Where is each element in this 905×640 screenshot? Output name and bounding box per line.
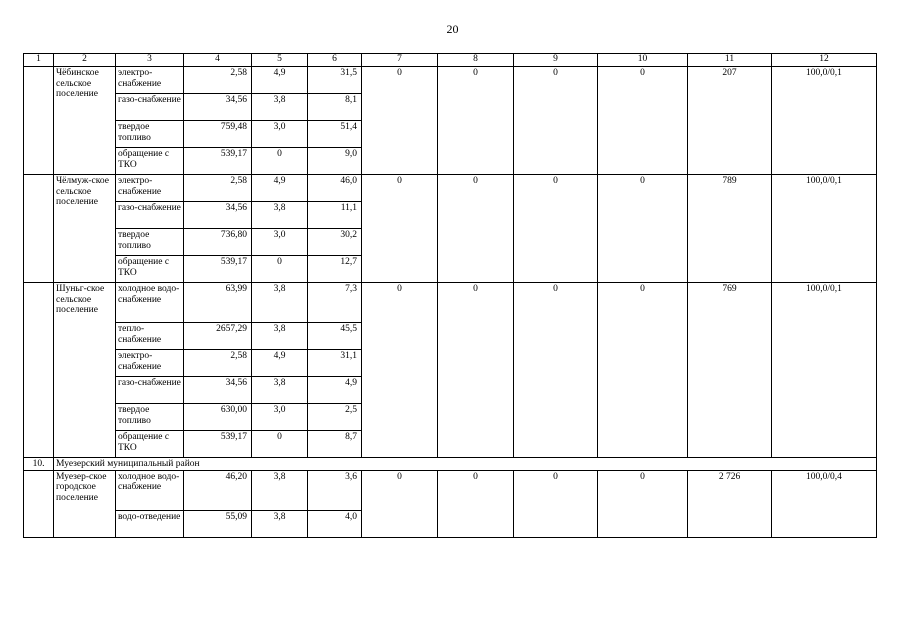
value-cell: 0 bbox=[362, 175, 438, 283]
value-cell: 63,99 bbox=[184, 283, 252, 323]
value-cell: 3,8 bbox=[252, 94, 308, 121]
value-cell: 0 bbox=[252, 256, 308, 283]
service-cell: газо-снабжение bbox=[116, 94, 184, 121]
value-cell: 0 bbox=[514, 175, 598, 283]
value-cell: 2,58 bbox=[184, 350, 252, 377]
value-cell: 3,0 bbox=[252, 121, 308, 148]
value-cell: 31,1 bbox=[308, 350, 362, 377]
col-header: 3 bbox=[116, 54, 184, 67]
value-cell: 51,4 bbox=[308, 121, 362, 148]
value-cell: 3,8 bbox=[252, 377, 308, 404]
row-number-cell bbox=[24, 283, 54, 458]
section-number: 10. bbox=[24, 458, 54, 471]
settlement-cell: Шуньг-ское сельское поселение bbox=[54, 283, 116, 458]
section-row bbox=[24, 458, 877, 471]
value-cell: 0 bbox=[598, 470, 688, 537]
value-cell: 630,00 bbox=[184, 404, 252, 431]
service-cell: холодное водо-снабжение bbox=[116, 470, 184, 510]
col-header: 1 bbox=[24, 54, 54, 67]
col-header: 9 bbox=[514, 54, 598, 67]
value-cell: 46,20 bbox=[184, 470, 252, 510]
value-cell: 3,8 bbox=[252, 470, 308, 510]
value-cell: 8,1 bbox=[308, 94, 362, 121]
value-cell: 0 bbox=[362, 67, 438, 175]
section-title: Муезерский муниципальный район bbox=[54, 458, 877, 471]
service-cell: обращение с ТКО bbox=[116, 256, 184, 283]
value-cell: 30,2 bbox=[308, 229, 362, 256]
value-cell: 3,8 bbox=[252, 202, 308, 229]
service-cell: обращение с ТКО bbox=[116, 431, 184, 458]
value-cell: 0 bbox=[514, 67, 598, 175]
service-cell: газо-снабжение bbox=[116, 202, 184, 229]
value-cell: 34,56 bbox=[184, 94, 252, 121]
table-row bbox=[24, 175, 877, 202]
value-cell: 34,56 bbox=[184, 202, 252, 229]
value-cell: 3,0 bbox=[252, 404, 308, 431]
settlement-cell: Чёлмуж-ское сельское поселение bbox=[54, 175, 116, 283]
settlement-cell: Чёбинское сельское поселение bbox=[54, 67, 116, 175]
table-row bbox=[24, 470, 877, 510]
value-cell: 3,6 bbox=[308, 470, 362, 510]
col-header: 12 bbox=[772, 54, 877, 67]
row-number-cell bbox=[24, 67, 54, 175]
value-cell: 100,0/0,1 bbox=[772, 67, 877, 175]
value-cell: 46,0 bbox=[308, 175, 362, 202]
value-cell: 55,09 bbox=[184, 510, 252, 537]
value-cell: 45,5 bbox=[308, 323, 362, 350]
value-cell: 0 bbox=[514, 283, 598, 458]
value-cell: 34,56 bbox=[184, 377, 252, 404]
value-cell: 736,80 bbox=[184, 229, 252, 256]
service-cell: электро-снабжение bbox=[116, 67, 184, 94]
value-cell: 0 bbox=[362, 470, 438, 537]
value-cell: 0 bbox=[438, 283, 514, 458]
value-cell: 0 bbox=[514, 470, 598, 537]
col-header: 6 bbox=[308, 54, 362, 67]
value-cell: 2,58 bbox=[184, 67, 252, 94]
service-cell: электро-снабжение bbox=[116, 175, 184, 202]
col-header: 2 bbox=[54, 54, 116, 67]
row-number-cell bbox=[24, 470, 54, 537]
service-cell: водо-отведение bbox=[116, 510, 184, 537]
page-number: 20 bbox=[446, 22, 459, 36]
value-cell: 0 bbox=[598, 175, 688, 283]
value-cell: 4,9 bbox=[308, 377, 362, 404]
service-cell: газо-снабжение bbox=[116, 377, 184, 404]
value-cell: 3,8 bbox=[252, 323, 308, 350]
value-cell: 539,17 bbox=[184, 256, 252, 283]
value-cell: 0 bbox=[438, 175, 514, 283]
value-cell: 3,8 bbox=[252, 510, 308, 537]
col-header: 8 bbox=[438, 54, 514, 67]
value-cell: 0 bbox=[598, 283, 688, 458]
value-cell: 4,9 bbox=[252, 350, 308, 377]
value-cell: 769 bbox=[688, 283, 772, 458]
col-header: 4 bbox=[184, 54, 252, 67]
service-cell: тепло-снабжение bbox=[116, 323, 184, 350]
value-cell: 539,17 bbox=[184, 431, 252, 458]
value-cell: 0 bbox=[438, 470, 514, 537]
value-cell: 207 bbox=[688, 67, 772, 175]
value-cell: 0 bbox=[598, 67, 688, 175]
value-cell: 0 bbox=[362, 283, 438, 458]
value-cell: 759,48 bbox=[184, 121, 252, 148]
value-cell: 100,0/0,4 bbox=[772, 470, 877, 537]
row-number-cell bbox=[24, 175, 54, 283]
table-row bbox=[24, 283, 877, 323]
value-cell: 8,7 bbox=[308, 431, 362, 458]
value-cell: 2 726 bbox=[688, 470, 772, 537]
table-row bbox=[24, 67, 877, 94]
value-cell: 3,8 bbox=[252, 283, 308, 323]
value-cell: 31,5 bbox=[308, 67, 362, 94]
service-cell: электро-снабжение bbox=[116, 350, 184, 377]
value-cell: 0 bbox=[252, 431, 308, 458]
value-cell: 789 bbox=[688, 175, 772, 283]
service-cell: твердое топливо bbox=[116, 404, 184, 431]
value-cell: 539,17 bbox=[184, 148, 252, 175]
value-cell: 4,9 bbox=[252, 175, 308, 202]
tariff-table bbox=[23, 53, 877, 538]
value-cell: 0 bbox=[252, 148, 308, 175]
service-cell: твердое топливо bbox=[116, 121, 184, 148]
value-cell: 3,0 bbox=[252, 229, 308, 256]
col-header: 11 bbox=[688, 54, 772, 67]
service-cell: твердое топливо bbox=[116, 229, 184, 256]
value-cell: 4,9 bbox=[252, 67, 308, 94]
service-cell: обращение с ТКО bbox=[116, 148, 184, 175]
value-cell: 100,0/0,1 bbox=[772, 283, 877, 458]
value-cell: 9,0 bbox=[308, 148, 362, 175]
value-cell: 11,1 bbox=[308, 202, 362, 229]
col-header: 5 bbox=[252, 54, 308, 67]
value-cell: 4,0 bbox=[308, 510, 362, 537]
value-cell: 2,58 bbox=[184, 175, 252, 202]
value-cell: 2657,29 bbox=[184, 323, 252, 350]
settlement-cell: Муезер-ское городское поселение bbox=[54, 470, 116, 537]
value-cell: 100,0/0,1 bbox=[772, 175, 877, 283]
header-row bbox=[24, 54, 877, 67]
value-cell: 0 bbox=[438, 67, 514, 175]
value-cell: 12,7 bbox=[308, 256, 362, 283]
service-cell: холодное водо-снабжение bbox=[116, 283, 184, 323]
col-header: 7 bbox=[362, 54, 438, 67]
value-cell: 2,5 bbox=[308, 404, 362, 431]
col-header: 10 bbox=[598, 54, 688, 67]
value-cell: 7,3 bbox=[308, 283, 362, 323]
